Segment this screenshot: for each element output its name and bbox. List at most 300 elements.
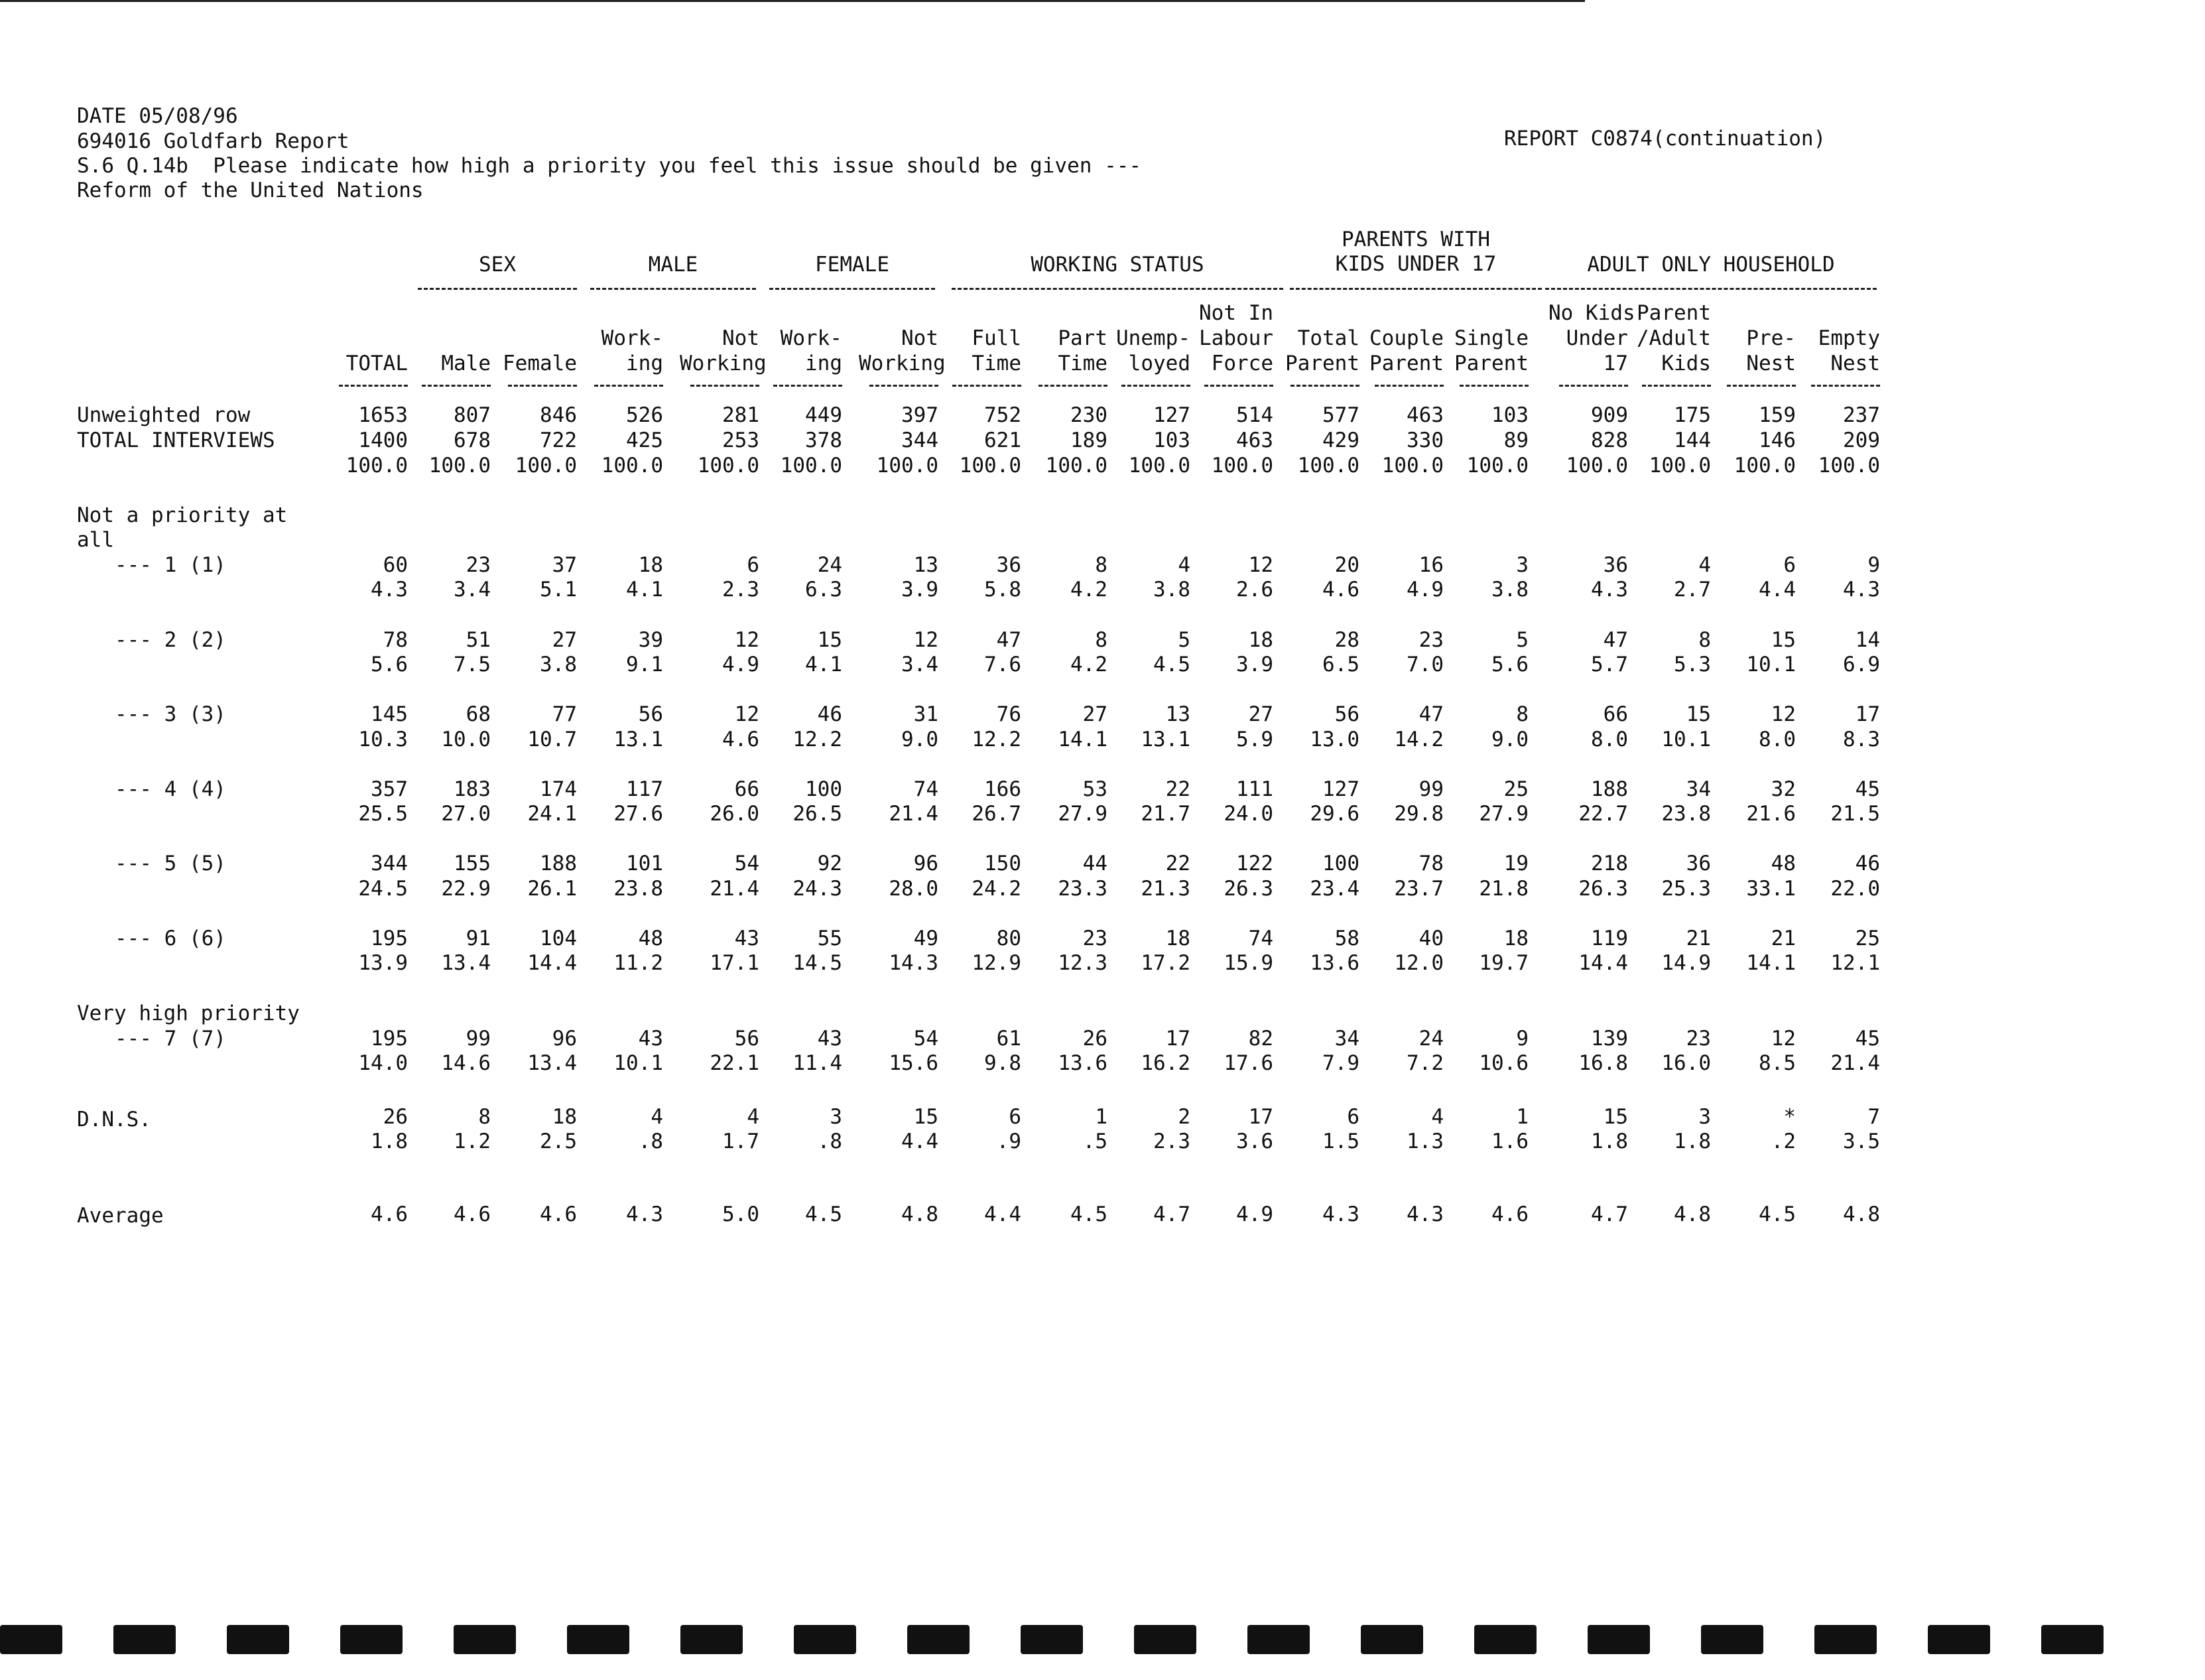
table-cell: 25 <box>1503 777 1529 801</box>
table-cell: 100.0 <box>780 454 842 478</box>
table-cell: 166 <box>984 777 1021 801</box>
table-cell: 11.2 <box>613 951 663 975</box>
table-cell: 3.8 <box>1153 578 1190 602</box>
table-cell: 909 <box>1591 403 1628 427</box>
column-header <box>1280 300 1359 376</box>
column-header-line: Time <box>1058 352 1107 375</box>
column-header-line: Female <box>503 352 577 375</box>
table-cell: 22 <box>1165 852 1190 875</box>
table-cell: 4.6 <box>454 1202 491 1226</box>
table-cell: 25.5 <box>358 802 408 826</box>
feed-hole <box>1928 1625 1990 1654</box>
table-cell: 13.6 <box>1310 951 1359 975</box>
table-cell: 1.2 <box>454 1130 491 1153</box>
table-cell: 28 <box>1334 628 1359 652</box>
feed-hole <box>0 1625 62 1654</box>
table-cell: 100.0 <box>346 454 408 478</box>
table-cell: 26.5 <box>792 802 842 826</box>
table-cell: 99 <box>1418 777 1444 801</box>
column-header-rule <box>1642 385 1711 387</box>
table-cell: 14.4 <box>1578 951 1628 975</box>
table-cell: 23.7 <box>1394 877 1444 901</box>
table-cell: 397 <box>901 403 938 427</box>
table-cell: .2 <box>1771 1130 1796 1153</box>
column-header-line <box>1800 300 1880 326</box>
table-cell: 13 <box>913 553 938 577</box>
table-cell: 119 <box>1591 927 1628 950</box>
column-header-line: Time <box>972 352 1021 375</box>
feed-hole <box>794 1625 856 1654</box>
column-header <box>1716 300 1796 376</box>
table-cell: 100.0 <box>1466 454 1529 478</box>
table-cell: 463 <box>1236 428 1273 452</box>
column-header-line: Parent <box>1369 352 1444 375</box>
table-cell: 43 <box>734 927 759 950</box>
table-cell: 18 <box>1503 927 1529 950</box>
table-cell: 330 <box>1407 428 1444 452</box>
table-cell: 15 <box>1686 702 1711 726</box>
table-cell: 54 <box>913 1027 938 1051</box>
table-cell: 15 <box>817 628 842 652</box>
table-cell: 12.3 <box>1058 951 1107 975</box>
table-cell: 4.5 <box>805 1202 842 1226</box>
group-rule-adult-only <box>1545 288 1877 290</box>
row-label-very-high-priority: Very high priority <box>77 1002 300 1025</box>
feed-hole <box>113 1625 176 1654</box>
column-header-line: Not In <box>1199 301 1273 325</box>
column-header <box>1028 300 1107 376</box>
table-cell: 103 <box>1153 428 1190 452</box>
table-cell: 4.1 <box>805 653 842 677</box>
column-header-line: loyed <box>1128 352 1190 375</box>
table-cell: 344 <box>371 852 408 875</box>
row-label-score-6: --- 6 (6) <box>115 927 226 950</box>
row-label-average: Average <box>77 1204 164 1228</box>
table-cell: 16.8 <box>1578 1051 1628 1075</box>
table-cell: 31 <box>913 702 938 726</box>
table-cell: 15 <box>1771 628 1796 652</box>
table-cell: 21.5 <box>1830 802 1880 826</box>
column-header-line <box>411 300 491 326</box>
question-topic: Reform of the United Nations <box>77 178 424 202</box>
table-cell: 10.7 <box>527 728 577 751</box>
table-cell: 139 <box>1591 1027 1628 1051</box>
group-rule-parents <box>1290 288 1542 290</box>
table-cell: 4 <box>1178 553 1190 577</box>
table-cell: 4.3 <box>1591 578 1628 602</box>
column-header <box>680 300 767 376</box>
column-header-line: No Kids <box>1548 301 1635 325</box>
table-cell: 2.5 <box>540 1130 577 1153</box>
table-cell: 47 <box>1418 702 1444 726</box>
feed-hole <box>1134 1625 1196 1654</box>
table-cell: 9 <box>1516 1027 1529 1051</box>
table-cell: 36 <box>1603 553 1628 577</box>
row-label-score-5: --- 5 (5) <box>115 852 226 875</box>
table-cell: 66 <box>734 777 759 801</box>
table-cell: 100.0 <box>1649 454 1711 478</box>
table-cell: 77 <box>552 702 577 726</box>
column-header-line: Working <box>859 352 946 375</box>
column-header-rule <box>773 385 842 387</box>
table-cell: 146 <box>1759 428 1796 452</box>
column-header-rule <box>869 385 938 387</box>
table-cell: 5.7 <box>1591 653 1628 677</box>
table-cell: 5.0 <box>722 1202 759 1226</box>
table-cell: 9.0 <box>1491 728 1529 751</box>
table-cell: 4.2 <box>1070 578 1107 602</box>
table-cell: 23.8 <box>613 877 663 901</box>
table-cell: 15.6 <box>889 1051 938 1075</box>
table-cell: .8 <box>638 1130 663 1153</box>
column-header-line: Unemp- <box>1116 326 1190 350</box>
row-label-score-4: --- 4 (4) <box>115 777 226 801</box>
table-cell: 80 <box>996 927 1021 950</box>
table-cell: 9.1 <box>626 653 663 677</box>
table-cell: 100.0 <box>697 454 759 478</box>
table-cell: 96 <box>552 1027 577 1051</box>
table-cell: 21.7 <box>1141 802 1190 826</box>
table-cell: 155 <box>454 852 491 875</box>
feed-hole <box>1247 1625 1310 1654</box>
column-header-rule <box>1039 385 1107 387</box>
column-header-line <box>584 300 663 326</box>
column-header-line: Not <box>901 326 938 350</box>
table-cell: 58 <box>1334 927 1359 950</box>
table-cell: 14.0 <box>358 1051 408 1075</box>
table-cell: 4 <box>747 1105 759 1129</box>
table-cell: 17.6 <box>1224 1051 1273 1075</box>
table-cell: 11.4 <box>792 1051 842 1075</box>
table-cell: 39 <box>638 628 663 652</box>
table-cell: 56 <box>1334 702 1359 726</box>
table-cell: 24 <box>1418 1027 1444 1051</box>
table-cell: 22.0 <box>1830 877 1880 901</box>
table-cell: 4.5 <box>1070 1202 1107 1226</box>
table-cell: 3.5 <box>1843 1130 1880 1153</box>
table-cell: 17.2 <box>1141 951 1190 975</box>
table-cell: 4 <box>1431 1105 1444 1129</box>
table-cell: 34 <box>1686 777 1711 801</box>
table-cell: 4.8 <box>1674 1202 1711 1226</box>
column-header-line: Male <box>441 352 491 375</box>
column-header <box>584 300 663 376</box>
table-cell: 1.5 <box>1322 1130 1359 1153</box>
row-label-not-priority-line2: all <box>77 528 114 552</box>
table-cell: 24.0 <box>1224 802 1273 826</box>
table-cell: 449 <box>805 403 842 427</box>
table-cell: 100.0 <box>1045 454 1107 478</box>
table-cell: 13.6 <box>1058 1051 1107 1075</box>
table-cell: 17 <box>1855 702 1880 726</box>
table-cell: 20 <box>1334 553 1359 577</box>
table-cell: 27.0 <box>441 802 491 826</box>
table-cell: 12.2 <box>792 728 842 751</box>
table-cell: 188 <box>1591 777 1628 801</box>
table-cell: 122 <box>1236 852 1273 875</box>
feed-hole <box>1361 1625 1423 1654</box>
column-header-line: Empty <box>1818 326 1880 350</box>
table-cell: 22.9 <box>441 877 491 901</box>
table-cell: 23.8 <box>1661 802 1711 826</box>
group-rule-working-status <box>952 288 1283 290</box>
table-cell: 18 <box>552 1105 577 1129</box>
table-cell: 21.4 <box>710 877 759 901</box>
column-header <box>1449 300 1529 376</box>
table-cell: 14.4 <box>527 951 577 975</box>
table-cell: 100.0 <box>1211 454 1273 478</box>
table-cell: 27.6 <box>613 802 663 826</box>
page-top-rule <box>0 0 1585 2</box>
column-header-line: Kids <box>1661 352 1711 375</box>
table-cell: 425 <box>626 428 663 452</box>
table-cell: 12 <box>734 702 759 726</box>
feed-hole <box>1021 1625 1083 1654</box>
table-cell: 26.0 <box>710 802 759 826</box>
table-cell: 46 <box>1855 852 1880 875</box>
table-cell: 12.0 <box>1394 951 1444 975</box>
table-cell: 281 <box>722 403 759 427</box>
row-label-not-priority-line1: Not a priority at <box>77 503 288 527</box>
table-cell: 4.8 <box>1843 1202 1880 1226</box>
table-cell: 13 <box>1165 702 1190 726</box>
table-cell: 53 <box>1082 777 1107 801</box>
report-id: REPORT C0874(continuation) <box>1504 127 1826 151</box>
table-cell: 4.3 <box>1322 1202 1359 1226</box>
table-cell: 1.8 <box>1591 1130 1628 1153</box>
column-header-line: Working <box>680 352 767 375</box>
table-cell: 1.8 <box>371 1130 408 1153</box>
group-male: MALE <box>648 253 698 277</box>
column-header-line: Work- <box>780 326 842 350</box>
table-cell: 27.9 <box>1479 802 1529 826</box>
column-header-line <box>763 300 842 326</box>
table-cell: 48 <box>1771 852 1796 875</box>
column-header-rule <box>1204 385 1273 387</box>
table-cell: 2.3 <box>722 578 759 602</box>
table-cell: 4.3 <box>371 578 408 602</box>
table-cell: 4.3 <box>1843 578 1880 602</box>
table-cell: 100.0 <box>1297 454 1359 478</box>
table-cell: 100.0 <box>1566 454 1628 478</box>
table-cell: 12 <box>1248 553 1273 577</box>
table-cell: 6 <box>747 553 759 577</box>
table-cell: 10.1 <box>1661 728 1711 751</box>
table-cell: 237 <box>1843 403 1880 427</box>
column-header-line <box>859 300 938 326</box>
column-header <box>859 300 946 376</box>
table-cell: 45 <box>1855 1027 1880 1051</box>
group-parents-line2: KIDS UNDER 17 <box>1335 252 1497 276</box>
table-cell: 24 <box>817 553 842 577</box>
table-cell: 13.0 <box>1310 728 1359 751</box>
table-cell: 99 <box>466 1027 491 1051</box>
table-cell: 19.7 <box>1479 951 1529 975</box>
table-cell: 15.9 <box>1224 951 1273 975</box>
table-cell: 13.9 <box>358 951 408 975</box>
table-cell: 6 <box>1347 1105 1359 1129</box>
table-cell: 621 <box>984 428 1021 452</box>
table-cell: 1653 <box>358 403 408 427</box>
row-label-dns: D.N.S. <box>77 1108 151 1131</box>
table-cell: 25 <box>1855 927 1880 950</box>
table-cell: 21.4 <box>1830 1051 1880 1075</box>
table-cell: 22.7 <box>1578 802 1628 826</box>
table-cell: 23.3 <box>1058 877 1107 901</box>
table-cell: 78 <box>1418 852 1444 875</box>
table-cell: 103 <box>1491 403 1529 427</box>
table-cell: 2.3 <box>1153 1130 1190 1153</box>
table-cell: 18 <box>1165 927 1190 950</box>
table-cell: 26.1 <box>527 877 577 901</box>
column-header-line <box>1280 300 1359 326</box>
table-cell: 100.0 <box>1381 454 1444 478</box>
group-adult-only-household: ADULT ONLY HOUSEHOLD <box>1587 253 1835 277</box>
table-cell: 3.8 <box>540 653 577 677</box>
table-cell: 100 <box>805 777 842 801</box>
table-cell: 24.2 <box>972 877 1021 901</box>
table-cell: * <box>1783 1105 1796 1129</box>
table-cell: 49 <box>913 927 938 950</box>
table-cell: 6 <box>1783 553 1796 577</box>
table-cell: 13.4 <box>527 1051 577 1075</box>
column-header-rule <box>594 385 663 387</box>
table-cell: 16.2 <box>1141 1051 1190 1075</box>
table-cell: 175 <box>1674 403 1711 427</box>
column-header <box>1631 300 1711 376</box>
column-header-line: Parent <box>1454 352 1529 375</box>
table-cell: 13.1 <box>1141 728 1190 751</box>
column-header <box>942 300 1021 376</box>
table-cell: 21.6 <box>1746 802 1796 826</box>
table-cell: 28.0 <box>889 877 938 901</box>
row-label-total-interviews: TOTAL INTERVIEWS <box>77 428 275 452</box>
table-cell: 4.6 <box>540 1202 577 1226</box>
column-header-line <box>1028 300 1107 326</box>
column-header-line: Parent <box>1285 352 1359 375</box>
tractor-feed-holes <box>0 1625 2205 1665</box>
table-cell: 10.1 <box>1746 653 1796 677</box>
table-cell: 188 <box>540 852 577 875</box>
table-cell: 10.6 <box>1479 1051 1529 1075</box>
table-cell: 16.0 <box>1661 1051 1711 1075</box>
table-cell: 15 <box>913 1105 938 1129</box>
table-cell: 22.1 <box>710 1051 759 1075</box>
table-cell: 5.6 <box>1491 653 1529 677</box>
table-cell: 100.0 <box>1818 454 1880 478</box>
column-header-rule <box>1811 385 1880 387</box>
table-cell: 74 <box>913 777 938 801</box>
table-cell: 56 <box>734 1027 759 1051</box>
table-cell: 16 <box>1418 553 1444 577</box>
table-cell: 378 <box>805 428 842 452</box>
table-cell: 18 <box>1248 628 1273 652</box>
table-cell: 21 <box>1771 927 1796 950</box>
feed-hole <box>227 1625 289 1654</box>
table-cell: 3.4 <box>901 653 938 677</box>
table-cell: 17 <box>1165 1027 1190 1051</box>
table-cell: 43 <box>638 1027 663 1051</box>
column-header-rule <box>339 385 408 387</box>
table-cell: 68 <box>466 702 491 726</box>
table-cell: 4.9 <box>722 653 759 677</box>
table-cell: .9 <box>996 1130 1021 1153</box>
table-cell: 463 <box>1407 403 1444 427</box>
table-cell: 89 <box>1503 428 1529 452</box>
table-cell: 13.1 <box>613 728 663 751</box>
group-rule-female <box>769 288 935 290</box>
column-header-rule <box>1727 385 1796 387</box>
table-cell: 100.0 <box>1733 454 1796 478</box>
table-cell: 6.9 <box>1843 653 1880 677</box>
table-cell: 43 <box>817 1027 842 1051</box>
table-cell: 5.1 <box>540 578 577 602</box>
table-cell: 5.9 <box>1236 728 1273 751</box>
group-female: FEMALE <box>815 253 889 277</box>
column-header-line <box>1449 300 1529 326</box>
table-cell: 189 <box>1070 428 1107 452</box>
column-header-line: Total <box>1297 326 1359 350</box>
table-cell: 4.6 <box>722 728 759 751</box>
table-cell: 7.9 <box>1322 1051 1359 1075</box>
column-header-line <box>1364 300 1444 326</box>
column-header-line: Part <box>1058 326 1107 350</box>
table-cell: 14.9 <box>1661 951 1711 975</box>
table-cell: 4.9 <box>1407 578 1444 602</box>
table-cell: 4.3 <box>1407 1202 1444 1226</box>
group-working-status: WORKING STATUS <box>1031 253 1204 277</box>
table-cell: 36 <box>996 553 1021 577</box>
feed-hole <box>680 1625 743 1654</box>
table-cell: 2.6 <box>1236 578 1273 602</box>
table-cell: .5 <box>1082 1130 1107 1153</box>
table-cell: 218 <box>1591 852 1628 875</box>
table-cell: 22 <box>1165 777 1190 801</box>
table-cell: 357 <box>371 777 408 801</box>
column-header <box>763 300 842 376</box>
table-cell: 5 <box>1516 628 1529 652</box>
table-cell: 18 <box>638 553 663 577</box>
table-cell: 13.4 <box>441 951 491 975</box>
column-header-rule <box>1121 385 1190 387</box>
group-rule-sex <box>418 288 577 290</box>
table-cell: 159 <box>1759 403 1796 427</box>
table-cell: 1.8 <box>1674 1130 1711 1153</box>
table-cell: 25.3 <box>1661 877 1711 901</box>
feed-hole <box>340 1625 403 1654</box>
table-cell: 82 <box>1248 1027 1273 1051</box>
table-cell: 1.6 <box>1491 1130 1529 1153</box>
table-cell: 127 <box>1153 403 1190 427</box>
table-cell: 7.6 <box>984 653 1021 677</box>
table-cell: 6.3 <box>805 578 842 602</box>
table-cell: 14.6 <box>441 1051 491 1075</box>
table-cell: 34 <box>1334 1027 1359 1051</box>
table-cell: 37 <box>552 553 577 577</box>
column-header <box>1800 300 1880 376</box>
table-cell: 76 <box>996 702 1021 726</box>
table-cell: 24.3 <box>792 877 842 901</box>
table-cell: 3 <box>1516 553 1529 577</box>
table-cell: 27.9 <box>1058 802 1107 826</box>
table-cell: 23.4 <box>1310 877 1359 901</box>
column-header-line <box>497 326 577 351</box>
column-header-rule <box>1460 385 1529 387</box>
table-cell: 8.3 <box>1843 728 1880 751</box>
table-cell: 26.3 <box>1224 877 1273 901</box>
column-header-line: ing <box>626 352 663 375</box>
table-cell: 1.3 <box>1407 1130 1444 1153</box>
